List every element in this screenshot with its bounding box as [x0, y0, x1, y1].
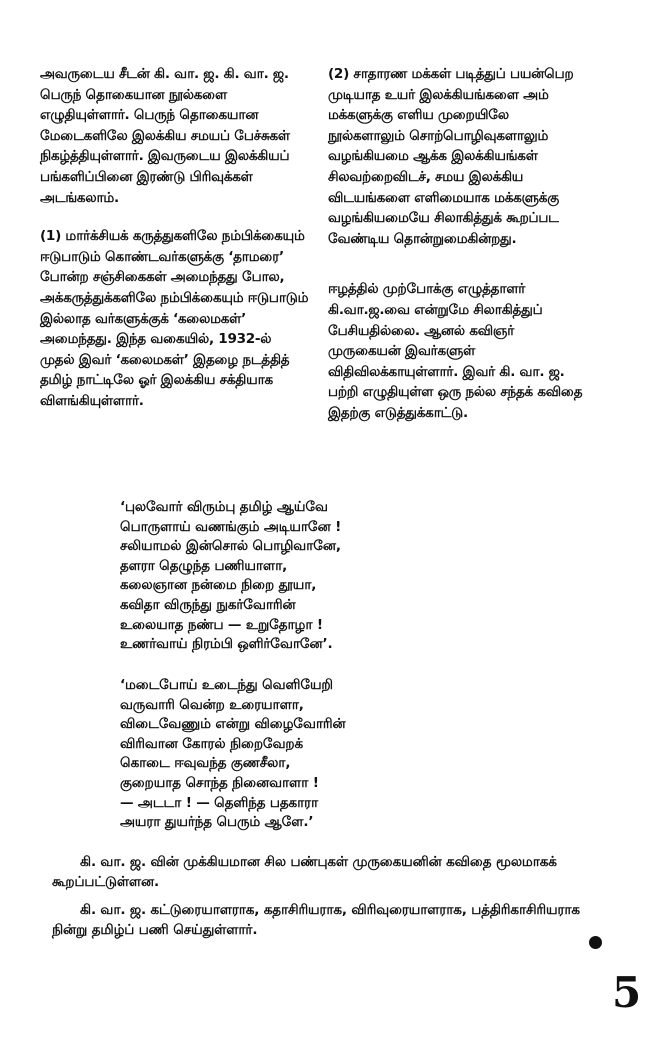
- poem-line: குறையாத சொந்த நினைவாளா !: [120, 774, 319, 791]
- poem-line: சலியாமல் இன்சொல் பொழிவானே,: [120, 538, 341, 555]
- poem-line: உலையாத நண்ப — உறுதோழா !: [120, 616, 323, 633]
- left-column: [40, 64, 310, 412]
- poem-line: கலைஞான நன்மை நிறை தூயா,: [120, 577, 317, 594]
- poem-line: வருவாரி வென்ற உரையாளா,: [120, 696, 304, 713]
- poem-line: பொருளாய் வணங்கும் அடியானே !: [120, 518, 342, 535]
- conclusion-text: கி. வா. ஜ. கட்டுரையாளராக, கதாசிரியராக, விரிவுரையாளராக, பத்திரிகாசிரியராக நின்று தமிழ்ப் பணி செய்துள்ளார்.: [52, 902, 580, 938]
- right-column: [328, 64, 590, 424]
- poem-line: விடைவேணும் என்று விழைவோரின்: [120, 716, 346, 733]
- right-para-2: ஈழத்தில் முற்போக்கு எழுத்தாளர் கி.வா.ஜ.வை என்றுமே சிலாகித்துப் பேசியதில்லை. ஆனல் கவிஞர் முருகையன் இவர்களுள் விதிவிலக்காயுள்ளார். இவர் கி. வா. ஜ. பற்றி எழுதியுள்ள ஒரு நல்ல சந்தக் கவிதை இதற்கு எடுத்துக்காட்டு.: [328, 281, 583, 421]
- summary-text: கி. வா. ஜ. வின் முக்கியமான சில பண்புகள் முருகையனின் கவிதை மூலமாகக் கூறப்பட்டுள்ளன.: [52, 854, 557, 890]
- poem-line: கொடை ஈவுவந்த குணசீலா,: [120, 755, 291, 772]
- poem-line: — அடடா ! — தெளிந்த பதகாரா: [120, 794, 319, 811]
- left-para-2: (1) மார்க்சியக் கருத்துகளிலே நம்பிக்கையும் ஈடுபாடும் கொண்டவர்களுக்கு ‘தாமரை’ போன்ற சஞ்சிகைகள் அமைந்தது போல, அக்கருத்துக்களிலே நம்பிக்கையும் ஈடுபாடும் இல்லாத வர்களுக்குக் ‘கலைமகள்’ அமைந்தது. இந்த வகையில், 1932-ல் முதல் இவர் ‘கலைமகள்’ இதழை நடத்தித் தமிழ் நாட்டிலே ஓர் இலக்கிய சக்தியாக விளங்கியுள்ளார்.: [40, 228, 309, 409]
- poem-line: கவிதா விருந்து நுகர்வோரின்: [120, 596, 296, 613]
- page-number: 5: [612, 968, 642, 1017]
- right-para-1: (2) சாதாரண மக்கள் படித்துப் பயன்பெற முடியாத உயர் இலக்கியங்களை அம் மக்களுக்கு எளிய முறையிலே நூல்களாலும் சொற்பொழிவுகளாலும் வழங்கியமை ஆக்க இலக்கியங்கள் சிலவற்றைவிடச், சமய இலக்கிய விடயங்களை எளிமையாக மக்களுக்கு வழங்கியமையே சிலாகித்துக் கூறப்பட வேண்டிய தொன்றுமைகின்றது.: [328, 66, 574, 247]
- bullet-dot-icon: [589, 936, 602, 949]
- poem-line: தளரா தெழுந்த பணியாளா,: [120, 557, 288, 574]
- conclusion-paragraph: [52, 900, 597, 940]
- poem-stanza-2: [120, 676, 540, 833]
- poem-stanza-1: [120, 498, 540, 655]
- summary-paragraph: [52, 852, 597, 892]
- poem-line: ‘புலவோர் விரும்பு தமிழ் ஆய்வே: [120, 499, 328, 515]
- poem-line: அயரா துயர்ந்த பெரும் ஆளே.’: [120, 814, 314, 831]
- poem-line: உணர்வாய் நிரம்பி ஒளிர்வோனே’.: [120, 636, 333, 653]
- left-para-1: அவருடைய சீடன் கி. வா. ஜ. கி. வா. ஜ. பெருந் தொகையான நூல்களை எழுதியுள்ளார். பெருந் தொகையான மேடைகளிலே இலக்கிய சமயப் பேச்சுகள் நிகழ்த்தியுள்ளார். இவருடைய இலக்கியப் பங்களிப்பினை இரண்டு பிரிவுக்கள் அடங்கலாம்.: [40, 66, 290, 206]
- poem-line: ‘மடைபோய் உடைந்து வெளியேறி: [120, 677, 333, 693]
- poem-line: விரிவான கோரல் நிறைவேறக்: [120, 735, 303, 752]
